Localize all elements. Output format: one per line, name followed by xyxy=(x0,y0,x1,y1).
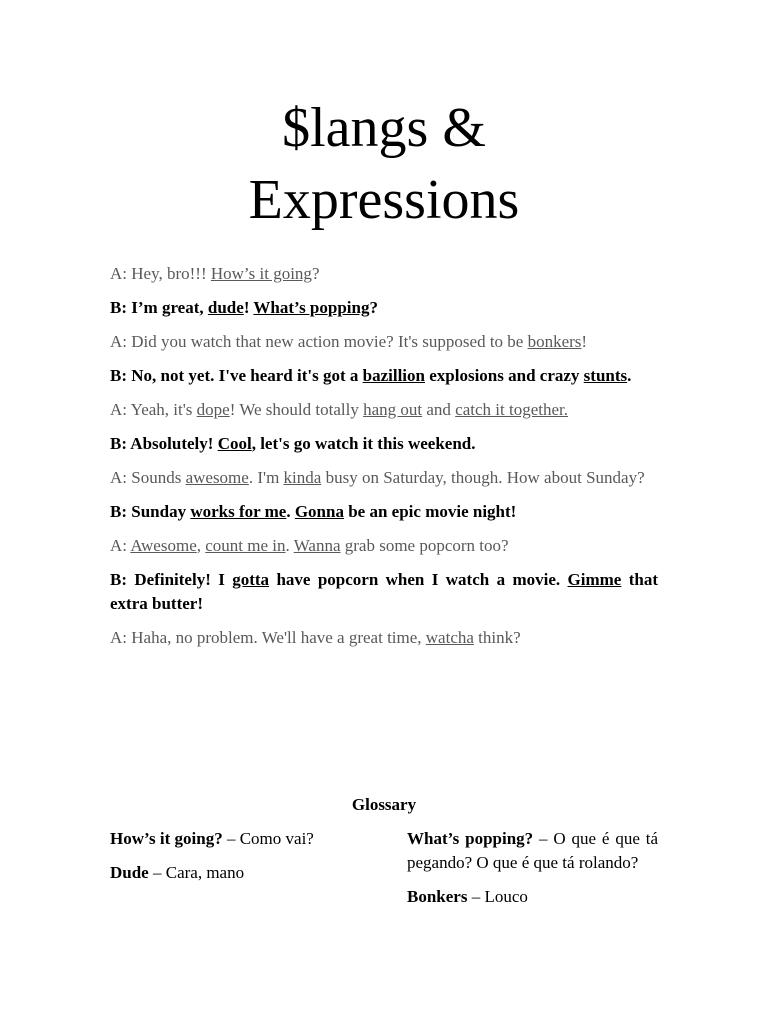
slang-term: Gonna xyxy=(294,502,344,521)
dialogue-text: . xyxy=(286,502,295,521)
glossary-term: Bonkers xyxy=(407,887,468,906)
slang-term: hang out xyxy=(363,400,423,419)
dialogue xyxy=(110,262,658,660)
dialogue-text: that extra butter! xyxy=(110,570,658,613)
slang-term: dope xyxy=(196,400,230,419)
slang-term: What’s popping xyxy=(253,298,370,317)
title-line-2: Expressions xyxy=(248,169,520,231)
glossary-definition: – Como vai? xyxy=(222,829,314,848)
dialogue-text: , let's go watch it this weekend. xyxy=(251,434,476,453)
glossary-definition: – O que é que tá pegando? O que é que tá rolando? xyxy=(407,829,658,872)
dialogue-text: B: Absolutely! xyxy=(110,434,218,453)
glossary-term: Dude xyxy=(110,863,149,882)
slang-term: Wanna xyxy=(293,536,341,555)
glossary-term: What’s popping? xyxy=(407,829,534,848)
dialogue-text: ! xyxy=(243,298,254,317)
slang-term: dude xyxy=(207,298,244,317)
dialogue-text: B: Sunday xyxy=(110,502,191,521)
glossary-right-column xyxy=(407,827,658,919)
dialogue-text: A: Yeah, it's xyxy=(110,400,197,419)
dialogue-text: A: Sounds xyxy=(110,468,186,487)
dialogue-line-b xyxy=(110,364,658,388)
dialogue-text: . xyxy=(285,536,294,555)
slang-term: stunts xyxy=(583,366,628,385)
dialogue-line-b xyxy=(110,500,658,524)
page-title xyxy=(0,92,768,236)
dialogue-line-a xyxy=(110,398,658,422)
dialogue-text: . I'm xyxy=(248,468,284,487)
glossary-definition: – Louco xyxy=(467,887,528,906)
glossary-left-column xyxy=(110,827,370,895)
slang-term: bazillion xyxy=(362,366,425,385)
slang-term: Awesome xyxy=(130,536,197,555)
dialogue-text: busy on Saturday, though. How about Sunday? xyxy=(321,468,645,487)
dialogue-line-b xyxy=(110,568,658,616)
dialogue-text: ! We should totally xyxy=(229,400,364,419)
dialogue-text: and xyxy=(422,400,456,419)
slang-term: works for me xyxy=(190,502,287,521)
dialogue-text: explosions and crazy xyxy=(424,366,584,385)
dialogue-text: A: Hey, bro!!! xyxy=(110,264,211,283)
dialogue-text: grab some popcorn too? xyxy=(340,536,509,555)
glossary-entry xyxy=(407,827,658,875)
dialogue-text: be an epic movie night! xyxy=(343,502,517,521)
dialogue-text: ? xyxy=(369,298,378,317)
dialogue-text: ! xyxy=(581,332,588,351)
slang-term: kinda xyxy=(283,468,322,487)
dialogue-line-a xyxy=(110,262,658,286)
dialogue-text: A: Haha, no problem. We'll have a great time, xyxy=(110,628,426,647)
glossary-term: How’s it going? xyxy=(110,829,223,848)
dialogue-line-a xyxy=(110,330,658,354)
dialogue-text: ? xyxy=(311,264,320,283)
slang-term: catch it together. xyxy=(455,400,568,419)
dialogue-text: B: No, not yet. I've heard it's got a xyxy=(110,366,363,385)
dialogue-text: A: Did you watch that new action movie? It's supposed to be xyxy=(110,332,528,351)
glossary-entry xyxy=(110,861,370,885)
slang-term: count me in xyxy=(205,536,286,555)
slang-term: Gimme xyxy=(567,570,622,589)
slang-term: How’s it going xyxy=(210,264,312,283)
dialogue-text: think? xyxy=(473,628,521,647)
dialogue-text: B: I’m great, xyxy=(110,298,208,317)
dialogue-line-a xyxy=(110,466,658,490)
dialogue-text: A: xyxy=(110,536,131,555)
glossary-heading: Glossary xyxy=(351,795,417,814)
title-line-1: $langs & xyxy=(282,97,486,159)
slang-term: Cool xyxy=(217,434,252,453)
dialogue-line-a xyxy=(110,534,658,558)
slang-term: watcha xyxy=(425,628,474,647)
glossary-entry xyxy=(110,827,370,851)
dialogue-text: , xyxy=(196,536,206,555)
dialogue-line-b xyxy=(110,432,658,456)
slang-term: bonkers xyxy=(527,332,582,351)
dialogue-text: . xyxy=(627,366,632,385)
dialogue-text: have popcorn when I watch a movie. xyxy=(269,570,568,589)
slang-term: gotta xyxy=(232,570,270,589)
dialogue-text: B: Definitely! I xyxy=(110,570,233,589)
glossary-entry xyxy=(407,885,658,909)
dialogue-line-b xyxy=(110,296,658,320)
glossary-definition: – Cara, mano xyxy=(148,863,245,882)
slang-term: awesome xyxy=(185,468,249,487)
dialogue-line-a xyxy=(110,626,658,650)
